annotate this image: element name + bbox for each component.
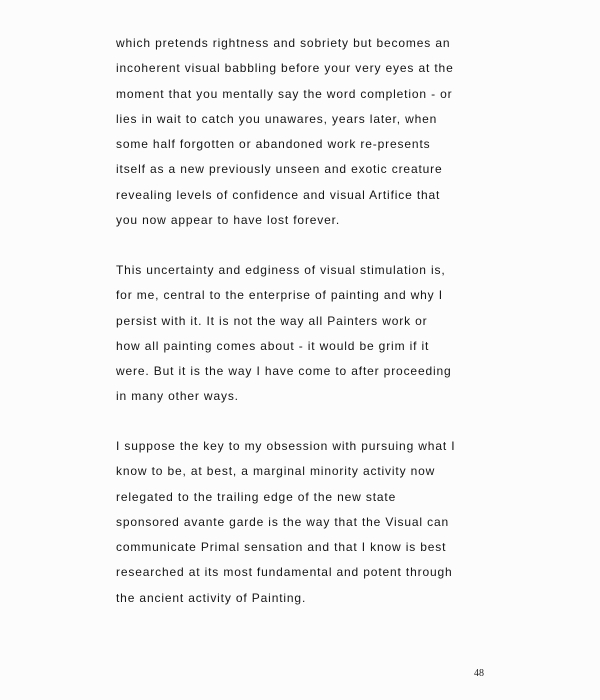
- text-line: lies in wait to catch you unawares, years later, when: [116, 111, 438, 126]
- text-line: itself as a new previously unseen and exotic creature: [116, 162, 443, 177]
- text-line: persist with it. It is not the way all Painters work or: [116, 313, 428, 328]
- text-line: were. But it is the way I have come to after proceeding: [116, 364, 452, 379]
- paragraph: [116, 434, 496, 611]
- paragraph: [116, 31, 496, 233]
- page-number: 48: [474, 668, 484, 679]
- paragraph: [116, 258, 496, 410]
- text-line: which pretends rightness and sobriety but becomes an: [116, 36, 451, 50]
- text-line: researched at its most fundamental and potent through: [116, 565, 453, 580]
- text-line: communicate Primal sensation and that I know is best: [116, 540, 447, 555]
- text-line: sponsored avante garde is the way that the Visual can: [116, 514, 450, 529]
- text-line: incoherent visual babbling before your very eyes at the: [116, 61, 454, 76]
- text-line: revealing levels of confidence and visual Artifice that: [116, 187, 441, 202]
- text-line: you now appear to have lost forever.: [116, 213, 341, 228]
- text-line: relegated to the trailing edge of the new state: [116, 489, 397, 504]
- text-line: the ancient activity of Painting.: [116, 590, 307, 605]
- text-line: moment that you mentally say the word completion - or: [116, 86, 453, 101]
- text-line: in many other ways.: [116, 389, 239, 404]
- text-line: I suppose the key to my obsession with pursuing what I: [116, 439, 456, 453]
- text-line: for me, central to the enterprise of painting and why I: [116, 288, 443, 303]
- text-line: This uncertainty and edginess of visual stimulation is,: [116, 263, 446, 277]
- text-line: how all painting comes about - it would be grim if it: [116, 338, 430, 353]
- text-line: know to be, at best, a marginal minority activity now: [116, 464, 436, 479]
- text-line: some half forgotten or abandoned work re-presents: [116, 137, 431, 152]
